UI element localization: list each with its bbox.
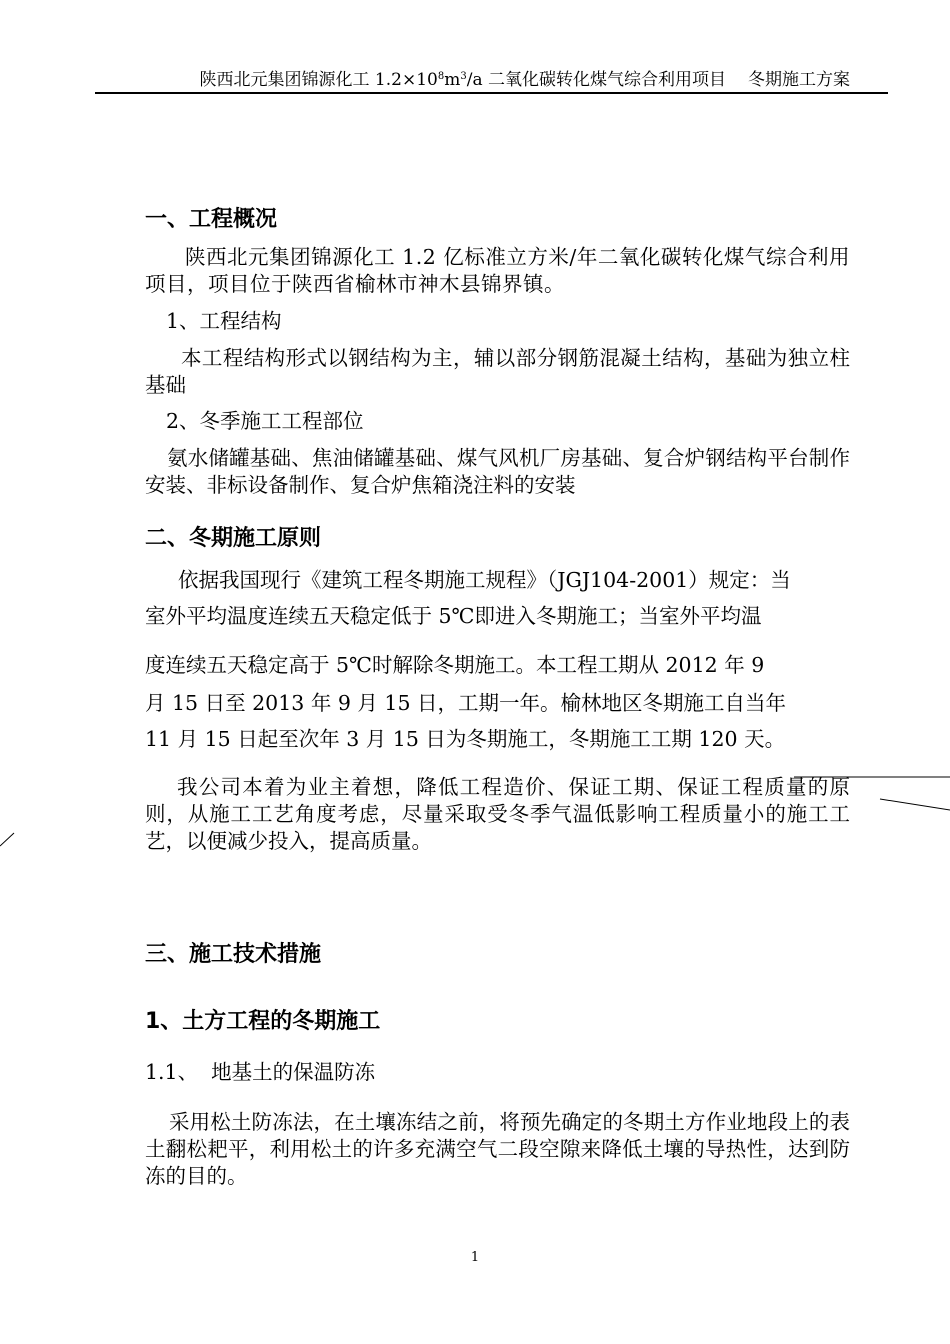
section-2-para2: 我公司本着为业主着想，降低工程造价、保证工期、保证工程质量的原则，从施工工艺角度考虑，尽量采取受冬季气温低影响工程质量小的施工工艺，以便减少投入，提高质量。 — [145, 775, 850, 853]
section-2-para1-line5: 11 月 15 日起至次年 3 月 15 日为冬期施工，冬期施工工期 120 天。 — [145, 727, 786, 751]
header-title-unit-sup: 3 — [460, 71, 467, 82]
section-3-1-heading: 1、土方工程的冬期施工 — [145, 1009, 381, 1034]
section-2-para1-line2: 室外平均温度连续五天稳定低于 5℃即进入冬期施工；当室外平均温 — [145, 604, 762, 628]
stray-line-slant — [880, 799, 950, 810]
section-1-2-body: 氨水储罐基础、焦油储罐基础、煤气风机厂房基础、复合炉钢结构平台制作安装、非标设备制作、复合炉焦箱浇注料的安装 — [145, 446, 850, 497]
header-title-suffix: /a 二氧化碳转化煤气综合利用项目 — [466, 70, 726, 90]
header-title-sup: 8 — [437, 71, 445, 82]
section-1-2-heading: 2、冬季施工工程部位 — [166, 409, 364, 433]
section-3-1-1-body: 采用松土防冻法，在土壤冻结之前，将预先确定的冬期土方作业地段上的表土翻松耙平，利用松土的许多充满空气二段空隙来降低土壤的导热性，达到防冻的目的。 — [145, 1110, 850, 1188]
page-number: 1 — [470, 1250, 480, 1265]
section-1-intro: 陕西北元集团锦源化工 1.2 亿标准立方米/年二氧化碳转化煤气综合利用项目，项目位于陕西省榆林市神木县锦界镇。 — [145, 245, 850, 296]
header-doc-type: 冬期施工方案 — [748, 70, 850, 90]
section-3-heading: 三、施工技术措施 — [145, 942, 322, 967]
section-3-1-1-heading: 1.1、 地基土的保温防冻 — [145, 1060, 376, 1084]
section-1-heading: 一、工程概况 — [145, 207, 278, 232]
section-2-heading: 二、冬期施工原则 — [145, 526, 322, 551]
section-2-para1-line1: 依据我国现行《建筑工程冬期施工规程》（JGJ104-2001）规定：当 — [178, 568, 791, 592]
header-title-prefix: 陕西北元集团锦源化工 1.2×10 — [199, 70, 438, 90]
section-1-1-body: 本工程结构形式以钢结构为主，辅以部分钢筋混凝土结构，基础为独立柱基础 — [145, 346, 850, 397]
section-2-para1-line3: 度连续五天稳定高于 5℃时解除冬期施工。本工程工期从 2012 年 9 — [145, 653, 765, 677]
header-title-unit: m — [444, 70, 461, 90]
section-2-para1-line4: 月 15 日至 2013 年 9 月 15 日，工期一年。榆林地区冬期施工自当年 — [145, 691, 787, 715]
stray-line-left — [0, 833, 14, 846]
section-1-1-heading: 1、工程结构 — [166, 309, 282, 333]
